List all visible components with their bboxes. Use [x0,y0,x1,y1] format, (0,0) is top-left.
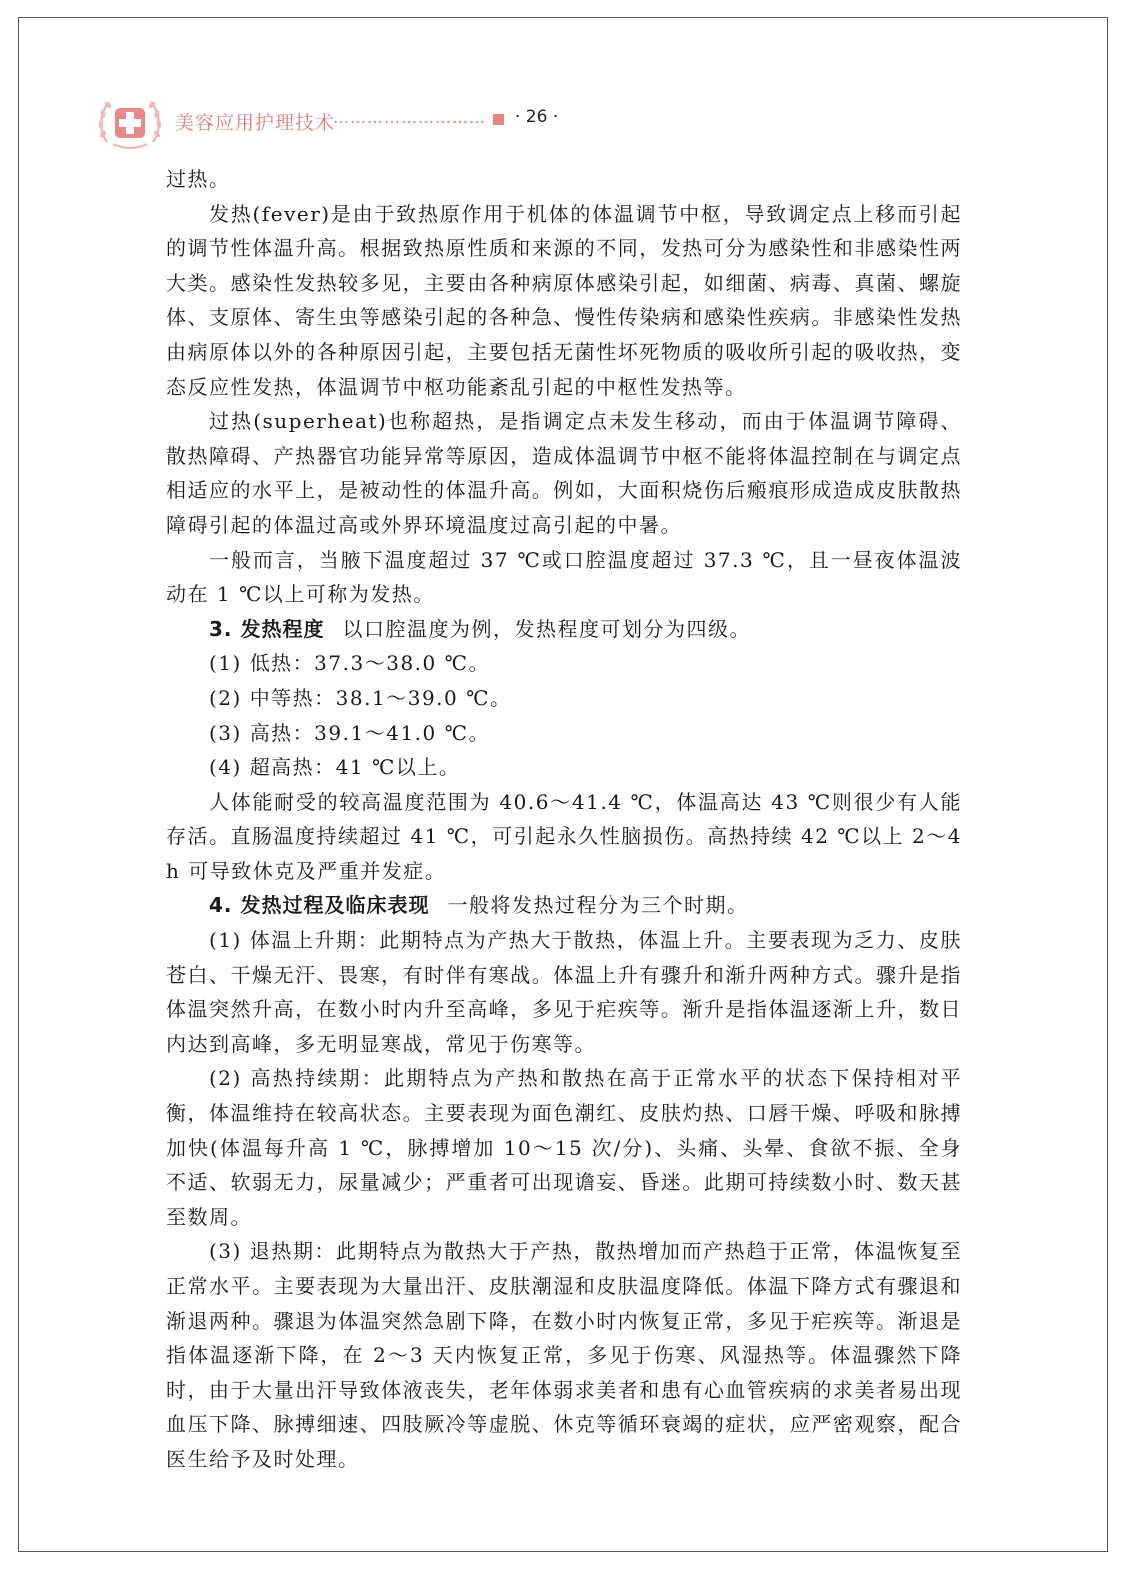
medical-cross-laurel-logo-icon [95,92,165,154]
heading-label: 4. 发热过程及临床表现 [209,893,430,918]
paragraph-stage-persistent: (2) 高热持续期：此期特点为产热和散热在高于正常水平的状态下保持相对平衡，体温维持在较高状态。主要表现为面色潮红、皮肤灼热、口唇干燥、呼吸和脉搏加快(体温每升高 1 ℃，脉搏增加 10～15 次/分)、头痛、头晕、食欲不振、全身不适、软弱无力，尿量减少；严重者可出现谵妄、昏迷。此期可持续数小时、数天甚至数周。 [166,1066,962,1229]
body-text [166,162,962,1477]
page-number: · 26 · [515,107,559,127]
paragraph-continuation: 过热。 [166,167,231,191]
paragraph-tolerance: 人体能耐受的较高温度范围为 40.6～41.4 ℃，体温高达 43 ℃则很少有人能存活。直肠温度持续超过 41 ℃，可引起永久性脑损伤。高热持续 42 ℃以上 2～4 h 可导致休克及严重并发症。 [166,789,962,883]
paragraph-fever-definition: 发热(fever)是由于致热原作用于机体的体温调节中枢，导致调定点上移而引起的调节性体温升高。根据致热原性质和来源的不同，发热可分为感染性和非感染性两大类。感染性发热较多见，主要由各种病原体感染引起，如细菌、病毒、真菌、螺旋体、支原体、寄生虫等感染引起的各种急、慢性传染病和感染性疾病。非感染性发热由病原体以外的各种原因引起，主要包括无菌性坏死物质的吸收所引起的吸收热，变态反应性发热，体温调节中枢功能紊乱引起的中枢性发热等。 [166,201,962,399]
paragraph-stage-defervescence: (3) 退热期：此期特点为散热大于产热，散热增加而产热趋于正常，体温恢复至正常水平。主要表现为大量出汗、皮肤潮湿和皮肤温度降低。体温下降方式有骤退和渐退两种。骤退为体温突然急剧下降，在数小时内恢复正常，多见于疟疾等。渐退是指体温逐渐下降，在 2～3 天内恢复正常，多见于伤寒、风湿热等。体温骤然下降时，由于大量出汗导致体液丧失，老年体弱求美者和患有心血管疾病的求美者易出现血压下降、脉搏细速、四肢厥冷等虚脱、休克等循环衰竭的症状，应严密观察，配合医生给予及时处理。 [166,1239,962,1471]
running-header [95,92,995,154]
list-item: (4) 超高热：41 ℃以上。 [209,755,461,780]
book-title: 美容应用护理技术 [175,112,336,134]
list-item: (3) 高热：39.1～41.0 ℃。 [209,720,490,745]
header-leader-dots: ……………………… [333,108,486,127]
heading-text: 以口腔温度为例，发热程度可划分为四级。 [342,616,751,641]
list-item: (2) 中等热：38.1～39.0 ℃。 [209,685,512,710]
list-item: (1) 低热：37.3～38.0 ℃。 [209,651,490,676]
section-heading-fever-degree [166,612,962,647]
heading-label: 3. 发热程度 [209,616,325,641]
header-square-marker [493,114,504,125]
paragraph-superheat-definition: 过热(superheat)也称超热，是指调定点未发生移动，而由于体温调节障碍、散热障碍、产热器官功能异常等原因，造成体温调节中枢不能将体温控制在与调定点相适应的水平上，是被动性的体温升高。例如，大面积烧伤后瘢痕形成造成皮肤散热障碍引起的体温过高或外界环境温度过高引起的中暑。 [166,409,962,537]
paragraph-fever-criteria: 一般而言，当腋下温度超过 37 ℃或口腔温度超过 37.3 ℃，且一昼夜体温波动在 1 ℃以上可称为发热。 [166,547,962,607]
heading-text: 一般将发热过程分为三个时期。 [447,893,749,918]
paragraph-stage-rising: (1) 体温上升期：此期特点为产热大于散热，体温上升。主要表现为乏力、皮肤苍白、干燥无汗、畏寒，有时伴有寒战。体温上升有骤升和渐升两种方式。骤升是指体温突然升高，在数小时内升至高峰，多见于疟疾等。渐升是指体温逐渐上升，数日内达到高峰，多无明显寒战，常见于伤寒等。 [166,928,962,1056]
section-heading-fever-process [166,888,962,923]
